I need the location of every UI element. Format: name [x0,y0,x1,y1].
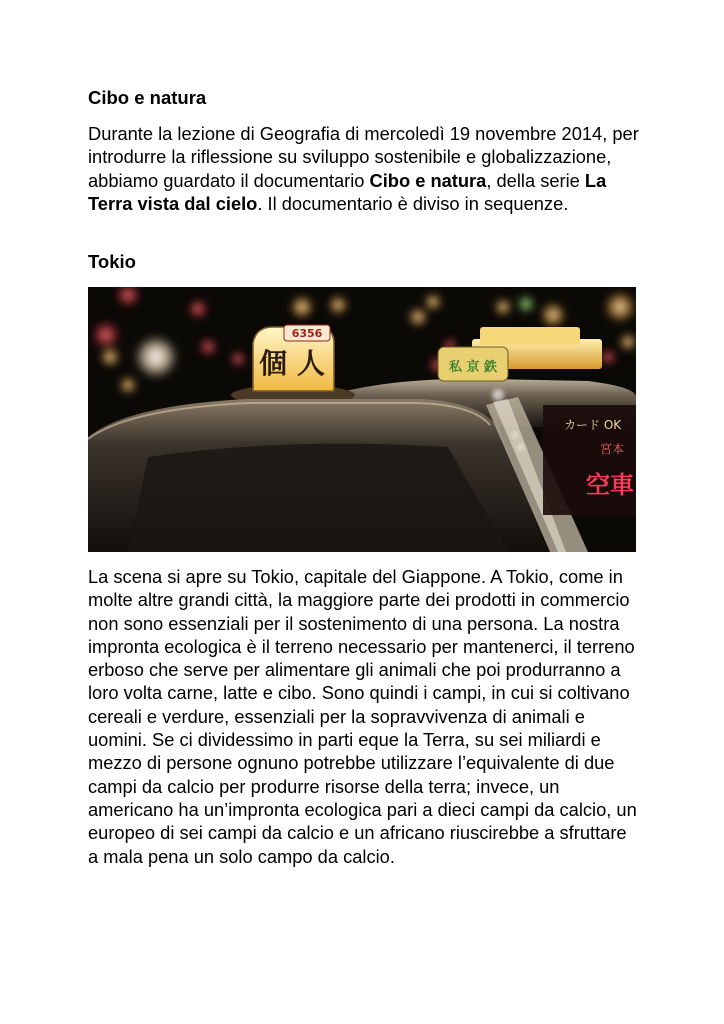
documentary-title: Cibo e natura [369,169,487,191]
taxi-meter-display [543,405,636,515]
intro-text-3: . Il documentario è diviso in sequenze. [257,192,569,214]
right-taxi-sign-text: 私 京 鉄 [448,360,498,375]
left-taxi-sign-number: 6356 [291,327,323,340]
meter-card-text: カード OK [564,418,622,432]
series-title: La Terra vista dal cielo [88,169,607,214]
document-title: Cibo e natura [88,87,207,108]
meter-status-text: 空車 [586,471,634,499]
meter-small-text: 宮本 [600,442,625,456]
left-taxi-sign-text: 個 人 [259,347,325,380]
windshield [128,444,508,552]
intro-text-1: Durante la lezione di Geografia di mercoledì 19 novembre 2014, per introdurre la riflessione su sviluppo sostenibile e globalizzazione, abbiamo guardato il documentario [88,123,639,191]
body-paragraph: La scena si apre su Tokio, capitale del Giappone. A Tokio, come in molte altre grandi città, la maggiore parte dei prodotti in commercio non sono essenziali per il sostenimento di una persona. La nostra impronta ecologica è il terreno necessario per mantenerci, il terreno erboso che serve per alimentare gli animali che poi produrranno a loro volta carne, latte e cibo. Sono quindi i campi, in cui si coltivano cereali e verdure, essenziali per la sopravvivenza di animali e uomini. Se ci dividessimo in parti eque la Terra, su sei miliardi e mezzo di persone ognuno potrebbe utilizzare l’equivalente di due campi da calcio per produrre risorse della terra; invece, un americano ha un’impronta ecologica pari a dieci campi da calcio, un europeo di sei campi da calcio e un africano riuscirebbe a sfruttare a mala pena un solo campo da calcio. [88,566,637,867]
intro-paragraph [88,122,640,215]
section-title-tokio: Tokio [88,251,136,272]
tokyo-taxi-photo [88,287,636,552]
intro-text-2: , della serie [486,169,585,191]
